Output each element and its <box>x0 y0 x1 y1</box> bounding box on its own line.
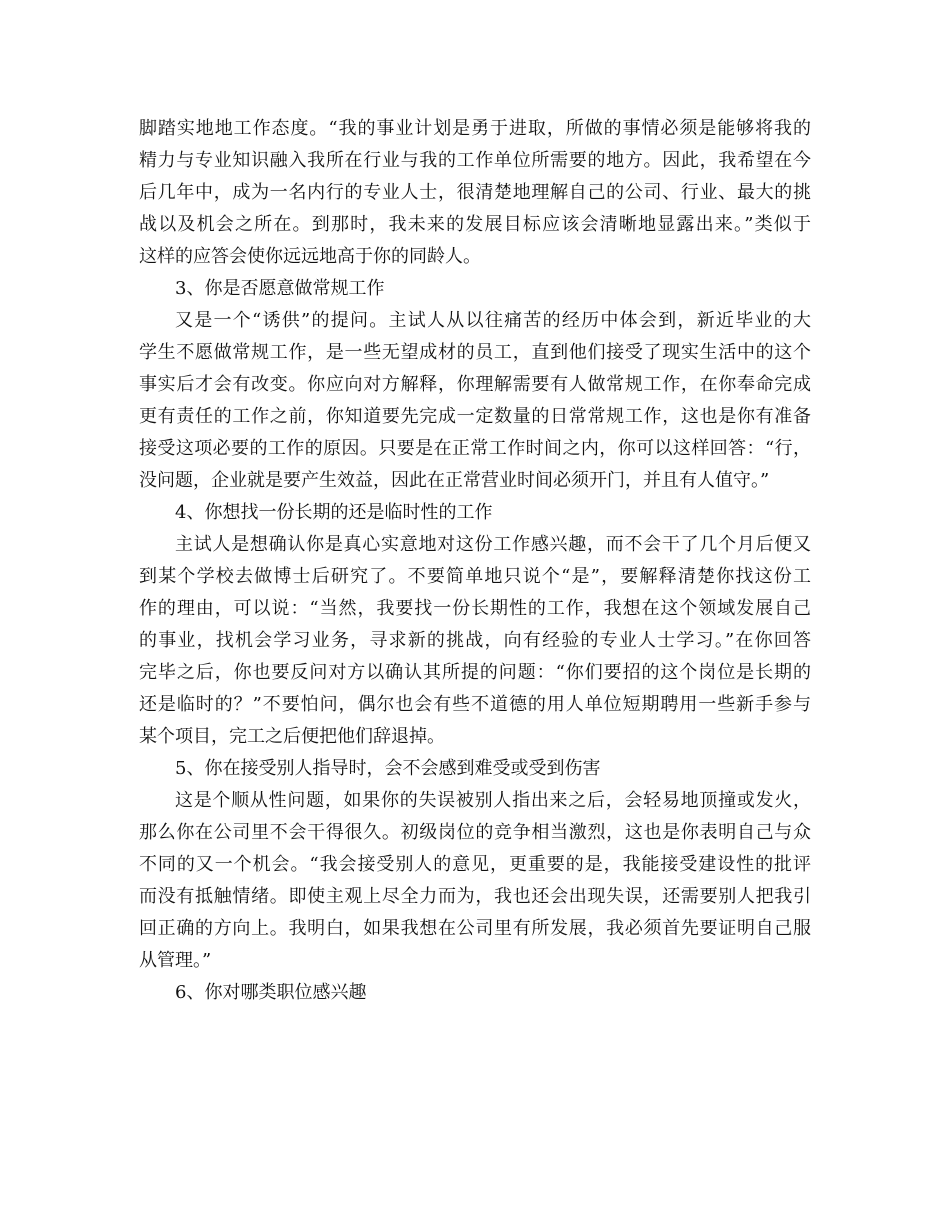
text-line: 作的理由，可以说：“当然，我要找一份长期性的工作，我想在这个领域发展自己 <box>139 598 811 619</box>
text-line: 又是一个“诱供”的提问。主试人从以往痛苦的经历中体会到，新近毕业的大 <box>175 310 811 331</box>
text-line: 精力与专业知识融入我所在行业与我的工作单位所需要的地方。因此，我希望在今 <box>139 150 811 171</box>
text-line: 还是临时的？”不要怕问，偶尔也会有些不道德的用人单位短期聘用一些新手参与 <box>139 694 811 715</box>
text-line: 后几年中，成为一名内行的专业人士，很清楚地理解自己的公司、行业、最大的挑 <box>139 182 811 203</box>
section-heading: 3、你是否愿意做常规工作 <box>175 278 385 299</box>
text-line: 脚踏实地地工作态度。“我的事业计划是勇于进取，所做的事情必须是能够将我的 <box>139 118 811 139</box>
text-line: 战以及机会之所在。到那时，我未来的发展目标应该会清晰地显露出来。”类似于 <box>139 214 811 235</box>
text-line: 某个项目，完工之后便把他们辞退掉。 <box>139 726 445 747</box>
section-heading: 5、你在接受别人指导时，会不会感到难受或受到伤害 <box>175 758 601 779</box>
section-heading: 6、你对哪类职位感兴趣 <box>175 982 367 1003</box>
text-line: 那么你在公司里不会干得很久。初级岗位的竞争相当激烈，这也是你表明自己与众 <box>139 822 811 843</box>
text-line: 事实后才会有改变。你应向对方解释，你理解需要有人做常规工作，在你奉命完成 <box>139 374 811 395</box>
text-line: 这样的应答会使你远远地高于你的同龄人。 <box>139 246 481 267</box>
text-line: 接受这项必要的工作的原因。只要是在正常工作时间之内，你可以这样回答：“行， <box>139 438 811 459</box>
text-line: 完毕之后，你也要反问对方以确认其所提的问题：“你们要招的这个岗位是长期的 <box>139 662 811 683</box>
text-line: 不同的又一个机会。“我会接受别人的意见，更重要的是，我能接受建设性的批评 <box>139 854 811 875</box>
text-line: 而没有抵触情绪。即使主观上尽全力而为，我也还会出现失误，还需要别人把我引 <box>139 886 811 907</box>
text-line: 这是个顺从性问题，如果你的失误被别人指出来之后，会轻易地顶撞或发火， <box>175 790 811 811</box>
section-heading: 4、你想找一份长期的还是临时性的工作 <box>175 502 493 523</box>
text-line: 到某个学校去做博士后研究了。不要简单地只说个“是”，要解释清楚你找这份工 <box>139 566 811 587</box>
text-line: 从管理。” <box>139 950 212 971</box>
text-line: 没问题，企业就是要产生效益，因此在正常营业时间必须开门，并且有人值守。” <box>139 470 770 491</box>
text-line: 回正确的方向上。我明白，如果我想在公司里有所发展，我必须首先要证明自己服 <box>139 918 811 939</box>
text-line: 更有责任的工作之前，你知道要先完成一定数量的日常常规工作，这也是你有准备 <box>139 406 811 427</box>
text-line: 主试人是想确认你是真心实意地对这份工作感兴趣，而不会干了几个月后便又 <box>175 534 811 555</box>
document-body <box>139 113 811 1009</box>
text-line: 的事业，找机会学习业务，寻求新的挑战，向有经验的专业人士学习。”在你回答 <box>139 630 811 651</box>
text-line: 学生不愿做常规工作，是一些无望成材的员工，直到他们接受了现实生活中的这个 <box>139 342 811 363</box>
